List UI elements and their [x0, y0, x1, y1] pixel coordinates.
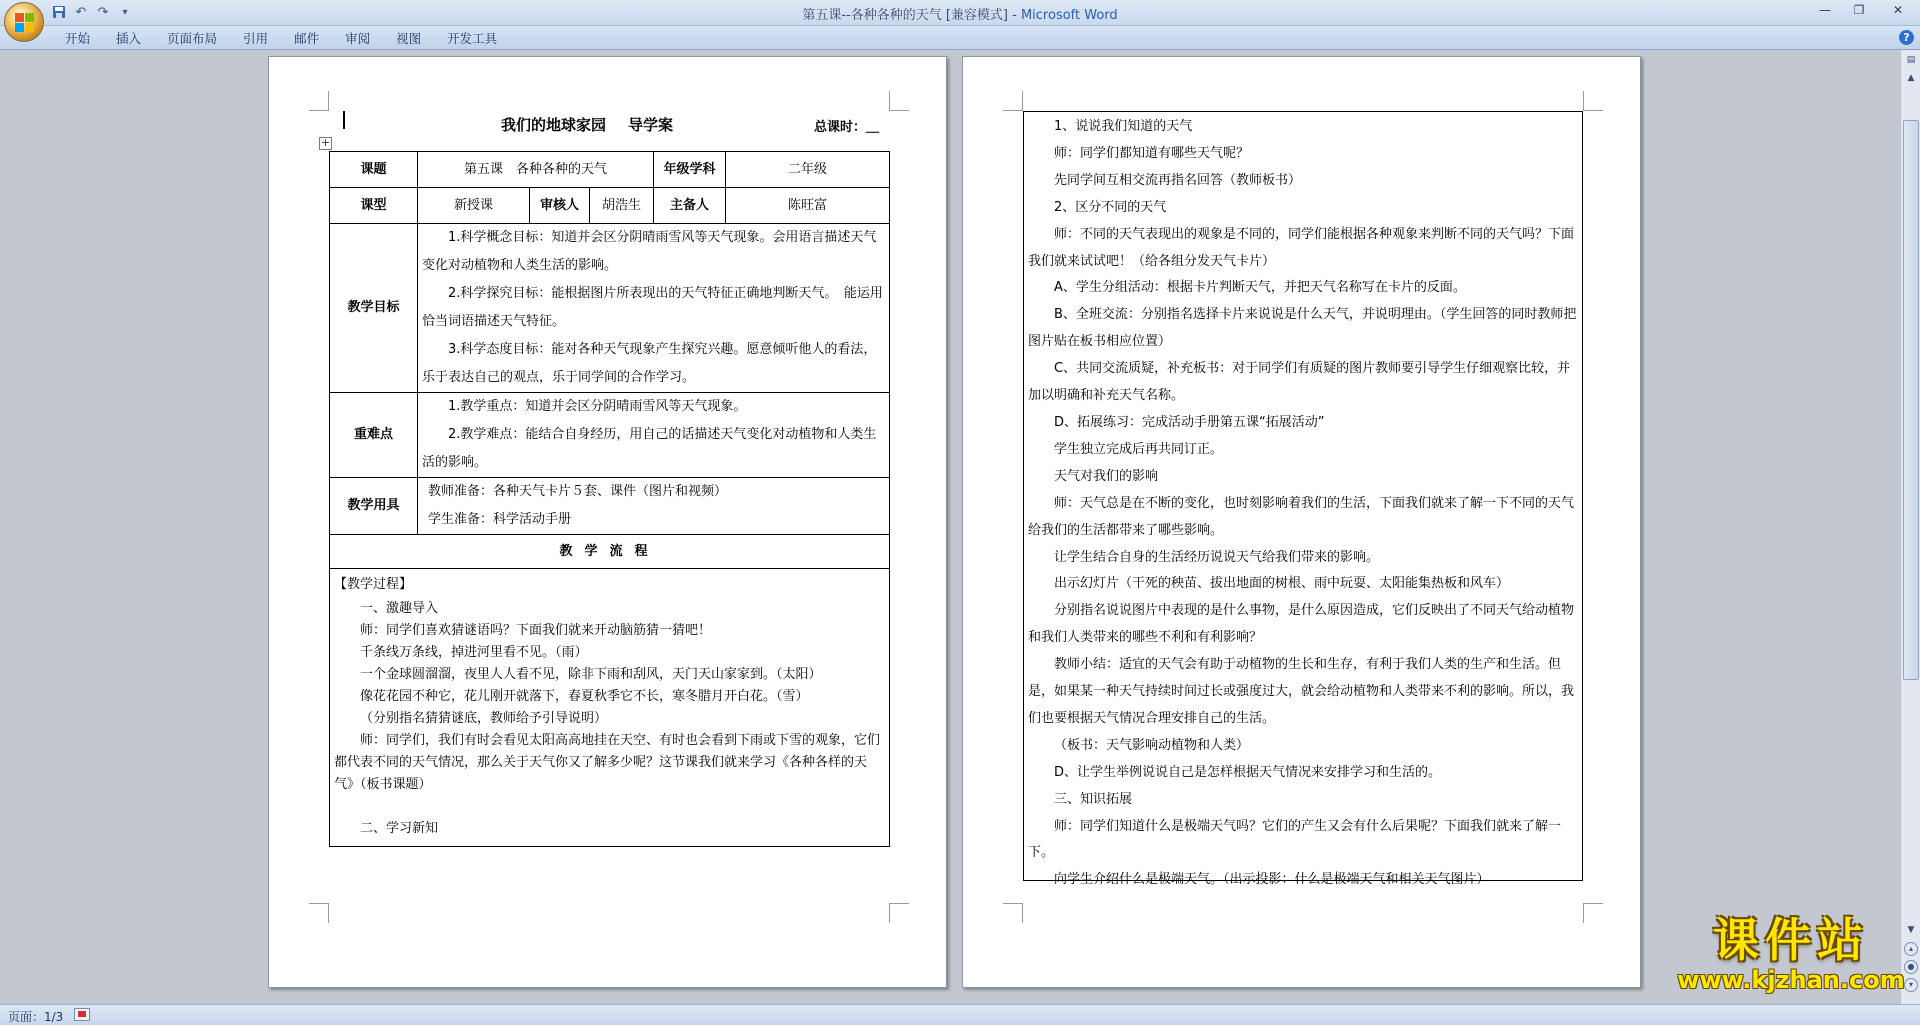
page-2	[962, 56, 1641, 988]
objective-item: 2.科学探究目标：能根据图片所表现出的天气特征正确地判断天气。 能运用恰当词语描述天气特征。	[422, 286, 883, 329]
keypoint-item: 1.教学重点：知道并会区分阴晴雨雪风等天气现象。	[448, 399, 747, 414]
margin-corner-mark	[1003, 91, 1023, 111]
teaching-flow-heading: 教学流程	[330, 535, 890, 569]
reviewer-label: 审核人	[530, 188, 590, 224]
lesson-plan-table	[329, 151, 890, 847]
process-paragraph: 师：天气总是在不断的变化，也时刻影响着我们的生活，下面我们就来了解一下不同的天气给我们的生活都带来了哪些影响。	[1028, 495, 1575, 538]
process-line: 一、激趣导入	[360, 601, 439, 616]
total-lessons-label: 总课时：＿	[814, 120, 880, 135]
process-paragraph: 让学生结合自身的生活经历说说天气给我们带来的影响。	[1054, 549, 1380, 565]
ribbon-tab-bar	[0, 26, 1920, 50]
lesson-type-label: 课型	[330, 188, 418, 224]
tab-review[interactable]: 审阅	[345, 31, 371, 46]
keypoints-label: 重难点	[330, 393, 418, 478]
next-page-icon[interactable]: ▾	[1904, 978, 1918, 992]
process-line: 师：同学们喜欢猜谜语吗？下面我们就来开动脑筋猜一猜吧！	[360, 623, 712, 638]
tab-developer[interactable]: 开发工具	[447, 31, 498, 46]
site-watermark-logo	[1666, 914, 1916, 1000]
teaching-process-cell	[330, 569, 890, 847]
select-browse-object-icon[interactable]: ●	[1904, 960, 1918, 974]
tool-item: 教师准备：各种天气卡片５套、课件（图片和视频）	[428, 484, 728, 499]
process-paragraph: 师：同学们知道什么是极端天气吗？它们的产生又会有什么后果呢？下面我们就来了解一下。	[1028, 818, 1562, 861]
process-paragraph: A、学生分组活动：根据卡片判断天气，并把天气名称写在卡片的反面。	[1054, 280, 1466, 296]
scroll-thumb[interactable]	[1903, 120, 1919, 680]
margin-corner-mark	[1583, 91, 1603, 111]
watermark-url: www.kjzhan.com	[1677, 966, 1905, 994]
process-line: 千条线万条线，掉进河里看不见。（雨）	[360, 645, 588, 660]
document-name: 第五课--各种各种的天气 [兼容模式]	[802, 8, 1008, 23]
process-paragraph: 师：同学们都知道有哪些天气呢？	[1054, 145, 1250, 161]
process-paragraph: 分别指名说说图片中表现的是什么事物，是什么原因造成，它们反映出了不同天气给动植物和我们人类带来的哪些不利和有利影响？	[1028, 603, 1575, 646]
process-paragraph: D、拓展练习：完成活动手册第五课“拓展活动”	[1054, 414, 1325, 430]
topic-label: 课题	[330, 152, 418, 188]
keypoint-item: 2.教学难点：能结合自身经历，用自己的话描述天气变化对动植物和人类生活的影响。	[422, 427, 877, 470]
previous-page-icon[interactable]: ▴	[1904, 942, 1918, 956]
topic-value: 第五课 各种各种的天气	[418, 152, 654, 188]
minimize-button[interactable]: —	[1819, 3, 1831, 17]
margin-corner-mark	[1583, 903, 1603, 923]
document-area	[0, 50, 1900, 1004]
ruler-toggle-icon[interactable]: ▤	[1906, 55, 1916, 65]
process-paragraph: 向学生介绍什么是极端天气。（出示投影：什么是极端天气和相关天气图片）	[1054, 872, 1490, 888]
watermark-brand: 课件站	[1713, 913, 1869, 967]
objective-item: 3.科学态度目标：能对各种天气现象产生探究兴趣。愿意倾听他人的看法，乐于表达自己的观点，乐于同学间的合作学习。	[422, 342, 877, 385]
process-heading: 【教学过程】	[334, 577, 413, 592]
process-paragraph: B、全班交流：分别指名选择卡片来说说是什么天气，并说明理由。（学生回答的同时教师把图片贴在板书相应位置）	[1028, 307, 1577, 350]
process-paragraph: 教师小结：适宜的天气会有助于动植物的生长和生存，有利于我们人类的生产和生活。但是，如果某一种天气持续时间过长或强度过大，就会给动植物和人类带来不利的影响。所以，我们也要根据天气情况合理安排自己的生活。	[1028, 657, 1575, 726]
preparer-value: 陈旺富	[726, 188, 890, 224]
reviewer-value: 胡浩生	[590, 188, 654, 224]
scroll-up-icon[interactable]: ▲	[1907, 73, 1915, 83]
scroll-down-icon[interactable]: ▼	[1907, 925, 1915, 935]
page-title: 我们的地球家园 导学案	[501, 116, 674, 134]
ribbon-tabs	[52, 30, 510, 48]
process-paragraph: 1、说说我们知道的天气	[1054, 119, 1193, 134]
objectives-label: 教学目标	[330, 224, 418, 393]
redo-icon[interactable]: ↷	[97, 4, 109, 20]
process-paragraph: 三、知识拓展	[1054, 791, 1133, 807]
keypoints-cell	[418, 393, 890, 478]
margin-corner-mark	[1003, 903, 1023, 923]
margin-corner-mark	[309, 903, 329, 923]
tools-label: 教学用具	[330, 478, 418, 535]
grade-subject-value: 二年级	[726, 152, 890, 188]
maximize-button[interactable]: ❐	[1853, 3, 1865, 17]
window-controls	[1808, 0, 1920, 20]
app-name: Microsoft Word	[1020, 8, 1118, 23]
undo-icon[interactable]: ↶	[75, 4, 87, 20]
process-paragraph: 先同学间互相交流再指名回答（教师板书）	[1054, 172, 1302, 188]
margin-corner-mark	[309, 91, 329, 111]
process-paragraph: 天气对我们的影响	[1054, 468, 1159, 484]
tab-view[interactable]: 视图	[396, 31, 422, 46]
grade-subject-label: 年级学科	[654, 152, 726, 188]
window-title: 第五课--各种各种的天气 [兼容模式] - Microsoft Word	[802, 8, 1118, 23]
vertical-scrollbar[interactable]	[1900, 50, 1920, 1004]
table-move-handle-icon[interactable]: +	[320, 136, 331, 149]
process-line: 像花花园不种它，花儿刚开就落下，春夏秋季它不长，寒冬腊月开白花。（雪）	[360, 689, 809, 704]
tab-mailings[interactable]: 邮件	[294, 31, 320, 46]
objective-item: 1.科学概念目标：知道并会区分阴晴雨雪风等天气现象。会用语言描述天气变化对动植物和人类生活的影响。	[422, 230, 877, 273]
process-paragraph: 学生独立完成后再共同订正。	[1054, 441, 1224, 457]
process-paragraph: D、让学生举例说说自己是怎样根据天气情况来安排学习和生活的。	[1054, 764, 1442, 780]
objectives-cell	[418, 224, 890, 393]
tab-insert[interactable]: 插入	[116, 31, 142, 46]
tab-references[interactable]: 引用	[243, 31, 269, 46]
process-paragraph: C、共同交流质疑，补充板书：对于同学们有质疑的图片教师要引导学生仔细观察比较，并加以明确和补充天气名称。	[1028, 361, 1571, 404]
process-paragraph: 师：不同的天气表现出的观象是不同的，同学们能根据各种观象来判断不同的天气吗？下面我们就来试试吧！（给各组分发天气卡片）	[1028, 226, 1575, 269]
margin-corner-mark	[889, 903, 909, 923]
process-line: 师：同学们，我们有时会看见太阳高高地挂在天空、有时也会看到下雨或下雪的观象，它们都代表不同的天气情况，那么关于天气你又了解多少呢？这节课我们就来学习《各种各样的天气》（板书课题）	[334, 733, 881, 792]
page-1	[268, 56, 947, 988]
process-line	[334, 796, 885, 818]
process-line: （分别指名猜猜谜底，教师给予引导说明）	[360, 711, 608, 726]
tools-cell	[418, 478, 890, 535]
preparer-label: 主备人	[654, 188, 726, 224]
tool-item: 学生准备：科学活动手册	[428, 512, 572, 527]
lesson-type-value: 新授课	[418, 188, 530, 224]
process-paragraph: 2、区分不同的天气	[1054, 199, 1167, 215]
process-paragraph: （板书：天气影响动植物和人类）	[1054, 737, 1250, 753]
close-button[interactable]: ✕	[1892, 3, 1904, 17]
tab-home[interactable]: 开始	[65, 31, 91, 46]
help-icon[interactable]: ?	[1899, 30, 1914, 45]
process-line: 一个金球圆溜溜，夜里人人看不见，除非下雨和刮风，天门天山家家到。（太阳）	[360, 667, 822, 682]
tab-page-layout[interactable]: 页面布局	[167, 31, 218, 46]
office-logo-icon	[15, 13, 35, 33]
title-bar	[0, 0, 1920, 26]
text-cursor	[343, 111, 345, 129]
teaching-process-continued	[1023, 111, 1583, 888]
process-line: 二、学习新知	[360, 821, 439, 836]
customize-qat-icon[interactable]: ▾	[122, 6, 128, 18]
status-bar	[0, 1004, 1920, 1025]
process-paragraph: 出示幻灯片（干死的秧苗、拔出地面的树根、雨中玩耍、太阳能集热板和风车）	[1054, 576, 1510, 592]
margin-corner-mark	[889, 91, 909, 111]
office-button[interactable]	[4, 2, 44, 42]
page-count-status[interactable]: 页面：1/3	[8, 1010, 64, 1024]
macro-record-icon[interactable]	[74, 1008, 90, 1021]
